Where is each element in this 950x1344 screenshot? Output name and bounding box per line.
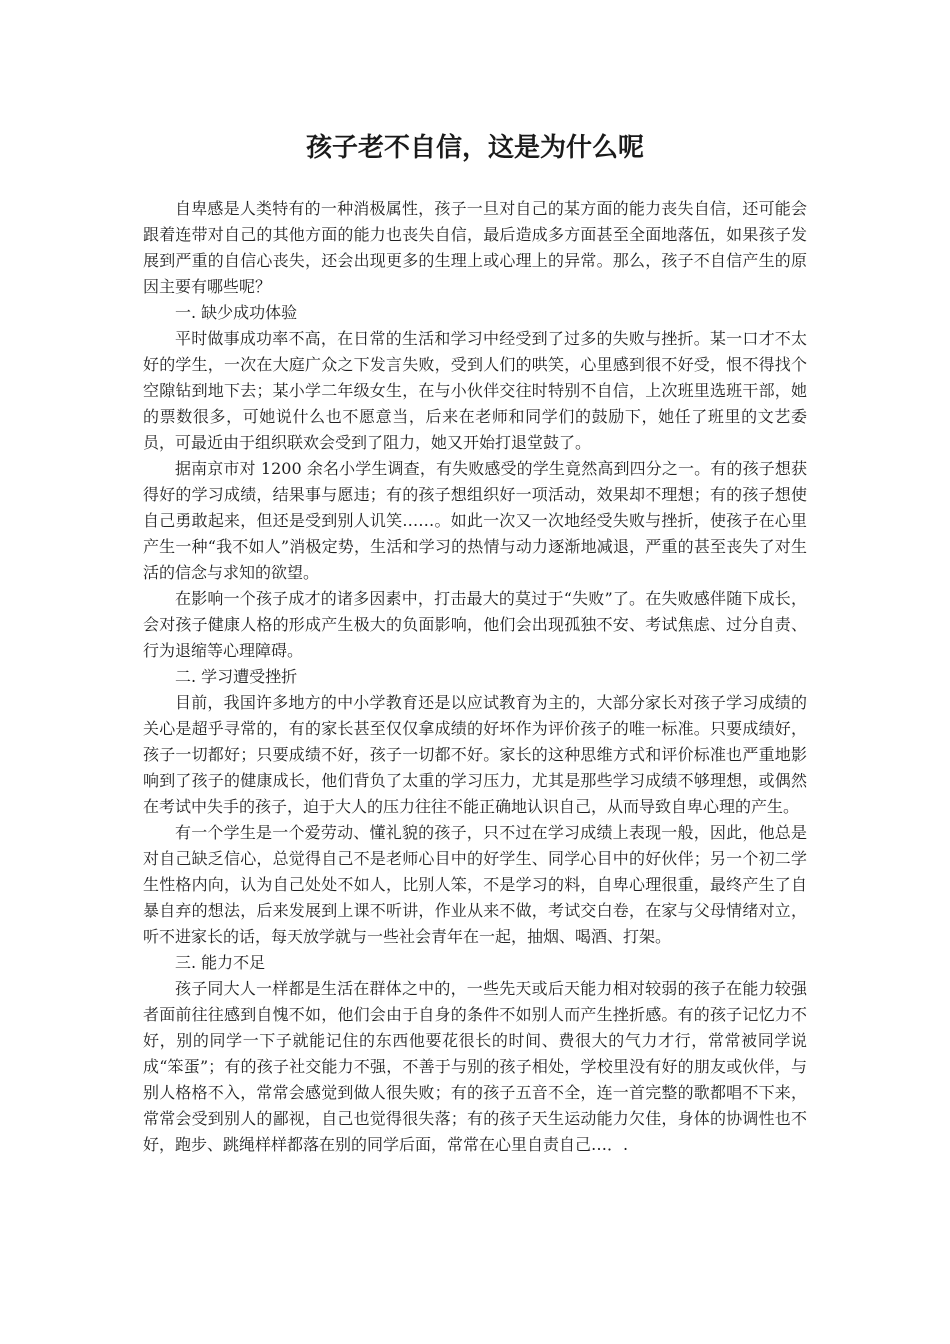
section-heading-3: 三. 能力不足 xyxy=(175,953,266,972)
section-heading-1: 一. 缺少成功体验 xyxy=(175,303,298,322)
section-1-paragraph-1: 平时做事成功率不高，在日常的生活和学习中经受到了过多的失败与挫折。某一口才不太好的学生，一次在大庭广众之下发言失败，受到人们的哄笑，心里感到很不好受，恨不得找个空隙钻到地下去；某小学二年级女生，在与小伙伴交往时特别不自信，上次班里选班干部，她的票数很多，可她说什么也不愿意当，后来在老师和同学们的鼓励下，她任了班里的文艺委员，可最近由于组织联欢会受到了阻力，她又开始打退堂鼓了。 xyxy=(143,329,807,452)
intro-paragraph: 自卑感是人类特有的一种消极属性，孩子一旦对自己的某方面的能力丧失自信，还可能会跟着连带对自己的其他方面的能力也丧失自信，最后造成多方面甚至全面地落伍，如果孩子发展到严重的自信心丧失，还会出现更多的生理上或心理上的异常。那么，孩子不自信产生的原因主要有哪些呢？ xyxy=(143,199,807,296)
section-1-paragraph-3: 在影响一个孩子成才的诸多因素中，打击最大的莫过于“失败”了。在失败感伴随下成长，会对孩子健康人格的形成产生极大的负面影响，他们会出现孤独不安、考试焦虑、过分自责、行为退缩等心理障碍。 xyxy=(143,589,807,660)
document-title: 孩子老不自信，这是为什么呢 xyxy=(305,133,644,163)
section-1-paragraph-2: 据南京市对 1200 余名小学生调查，有失败感受的学生竟然高到四分之一。有的孩子想获得好的学习成绩，结果事与愿违；有的孩子想组织好一项活动，效果却不理想；有的孩子想使自己勇敢起来，但还是受到别人讥笑……。如此一次又一次地经受失败与挫折，使孩子在心里产生一种“我不如人”消极定势，生活和学习的热情与动力逐渐地减退，严重的甚至丧失了对生活的信念与求知的欲望。 xyxy=(143,459,807,582)
document-body xyxy=(143,196,807,1158)
section-2-paragraph-2: 有一个学生是一个爱劳动、懂礼貌的孩子，只不过在学习成绩上表现一般，因此，他总是对自己缺乏信心，总觉得自己不是老师心目中的好学生、同学心目中的好伙伴；另一个初二学生性格内向，认为自己处处不如人，比别人笨，不是学习的料，自卑心理很重，最终产生了自暴自弃的想法，后来发展到上课不听讲，作业从来不做，考试交白卷，在家与父母情绪对立，听不进家长的话，每天放学就与一些社会青年在一起，抽烟、喝酒、打架。 xyxy=(143,823,807,946)
section-3-paragraph-1: 孩子同大人一样都是生活在群体之中的，一些先天或后天能力相对较弱的孩子在能力较强者面前往往感到自愧不如，他们会由于自身的条件不如别人而产生挫折感。有的孩子记忆力不好，别的同学一下子就能记住的东西他要花很长的时间、费很大的气力才行，常常被同学说成“笨蛋”；有的孩子社交能力不强，不善于与别的孩子相处，学校里没有好的朋友或伙伴，与别人格格不入，常常会感觉到做人很失败；有的孩子五音不全，连一首完整的歌都唱不下来，常常会受到别人的鄙视，自己也觉得很失落；有的孩子天生运动能力欠佳，身体的协调性也不好，跑步、跳绳样样都落在别的同学后面，常常在心里自责自己…．. xyxy=(143,979,807,1154)
section-2-paragraph-1: 目前，我国许多地方的中小学教育还是以应试教育为主的，大部分家长对孩子学习成绩的关心是超乎寻常的，有的家长甚至仅仅拿成绩的好坏作为评价孩子的唯一标准。只要成绩好，孩子一切都好；只要成绩不好，孩子一切都不好。家长的这种思维方式和评价标准也严重地影响到了孩子的健康成长，他们背负了太重的学习压力，尤其是那些学习成绩不够理想，或偶然在考试中失手的孩子，迫于大人的压力往往不能正确地认识自己，从而导致自卑心理的产生。 xyxy=(143,693,807,816)
section-heading-2: 二. 学习遭受挫折 xyxy=(175,667,298,686)
